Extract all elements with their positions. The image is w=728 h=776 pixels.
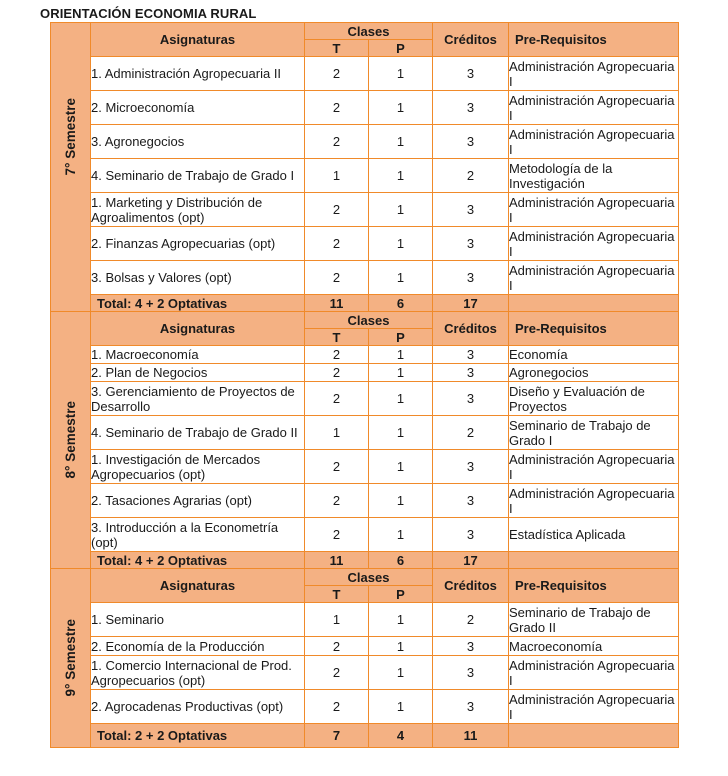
total-empty — [509, 552, 679, 569]
course-t: 2 — [305, 346, 369, 364]
course-credits: 3 — [433, 690, 509, 724]
semester-label-cell — [51, 23, 91, 312]
course-t: 2 — [305, 484, 369, 518]
course-t: 2 — [305, 690, 369, 724]
course-row — [51, 227, 679, 261]
total-t: 11 — [305, 295, 369, 312]
course-name: 1. Administración Agropecuaria II — [91, 57, 305, 91]
course-prerequisite: Administración Agropecuaria I — [509, 656, 679, 690]
total-credits: 11 — [433, 724, 509, 748]
course-p: 1 — [369, 227, 433, 261]
total-credits: 17 — [433, 295, 509, 312]
course-row — [51, 416, 679, 450]
course-credits: 3 — [433, 382, 509, 416]
p-header: P — [369, 329, 433, 346]
total-credits: 17 — [433, 552, 509, 569]
course-prerequisite: Estadística Aplicada — [509, 518, 679, 552]
course-prerequisite: Administración Agropecuaria I — [509, 690, 679, 724]
total-row — [51, 552, 679, 569]
course-row — [51, 518, 679, 552]
course-row — [51, 125, 679, 159]
course-prerequisite: Administración Agropecuaria I — [509, 57, 679, 91]
course-p: 1 — [369, 159, 433, 193]
total-empty — [509, 724, 679, 748]
course-t: 2 — [305, 227, 369, 261]
total-p: 4 — [369, 724, 433, 748]
course-row — [51, 159, 679, 193]
total-row — [51, 295, 679, 312]
course-name: 2. Finanzas Agropecuarias (opt) — [91, 227, 305, 261]
total-label: Total: 4 + 2 Optativas — [91, 552, 305, 569]
asignaturas-header: Asignaturas — [91, 312, 305, 346]
course-credits: 3 — [433, 484, 509, 518]
course-credits: 3 — [433, 637, 509, 656]
course-p: 1 — [369, 484, 433, 518]
course-row — [51, 193, 679, 227]
course-name: 3. Agronegocios — [91, 125, 305, 159]
course-prerequisite: Metodología de la Investigación — [509, 159, 679, 193]
course-p: 1 — [369, 193, 433, 227]
course-name: 2. Microeconomía — [91, 91, 305, 125]
prerequisitos-header: Pre-Requisitos — [509, 23, 679, 57]
course-t: 2 — [305, 193, 369, 227]
total-p: 6 — [369, 295, 433, 312]
course-credits: 3 — [433, 57, 509, 91]
semester-label: 7° Semestre — [63, 98, 78, 176]
course-row — [51, 91, 679, 125]
semester-label-cell — [51, 312, 91, 569]
course-name: 3. Gerenciamiento de Proyectos de Desarrollo — [91, 382, 305, 416]
total-p: 6 — [369, 552, 433, 569]
course-name: 1. Macroeconomía — [91, 346, 305, 364]
course-row — [51, 656, 679, 690]
prerequisitos-header: Pre-Requisitos — [509, 312, 679, 346]
semester-label: 9° Semestre — [63, 619, 78, 697]
p-header: P — [369, 586, 433, 603]
course-row — [51, 690, 679, 724]
total-t: 11 — [305, 552, 369, 569]
course-credits: 3 — [433, 193, 509, 227]
creditos-header: Créditos — [433, 569, 509, 603]
creditos-header: Créditos — [433, 23, 509, 57]
course-credits: 3 — [433, 227, 509, 261]
course-p: 1 — [369, 637, 433, 656]
course-prerequisite: Economía — [509, 346, 679, 364]
course-credits: 3 — [433, 261, 509, 295]
course-name: 1. Marketing y Distribución de Agroalimentos (opt) — [91, 193, 305, 227]
asignaturas-header: Asignaturas — [91, 569, 305, 603]
course-name: 2. Tasaciones Agrarias (opt) — [91, 484, 305, 518]
course-t: 1 — [305, 416, 369, 450]
course-name: 2. Plan de Negocios — [91, 364, 305, 382]
clases-header: Clases — [305, 312, 433, 329]
total-label: Total: 4 + 2 Optativas — [91, 295, 305, 312]
course-prerequisite: Seminario de Trabajo de Grado II — [509, 603, 679, 637]
course-t: 2 — [305, 518, 369, 552]
course-t: 2 — [305, 91, 369, 125]
course-credits: 3 — [433, 91, 509, 125]
course-prerequisite: Administración Agropecuaria I — [509, 193, 679, 227]
course-row — [51, 450, 679, 484]
asignaturas-header: Asignaturas — [91, 23, 305, 57]
course-p: 1 — [369, 603, 433, 637]
course-prerequisite: Administración Agropecuaria I — [509, 227, 679, 261]
course-t: 1 — [305, 159, 369, 193]
prerequisitos-header: Pre-Requisitos — [509, 569, 679, 603]
course-row — [51, 346, 679, 364]
course-t: 2 — [305, 261, 369, 295]
course-name: 3. Bolsas y Valores (opt) — [91, 261, 305, 295]
course-name: 1. Comercio Internacional de Prod. Agropecuarios (opt) — [91, 656, 305, 690]
course-row — [51, 637, 679, 656]
course-credits: 2 — [433, 159, 509, 193]
semester-label-cell — [51, 569, 91, 748]
t-header: T — [305, 586, 369, 603]
clases-header: Clases — [305, 23, 433, 40]
course-t: 2 — [305, 57, 369, 91]
total-row — [51, 724, 679, 748]
course-prerequisite: Administración Agropecuaria I — [509, 484, 679, 518]
semester-label: 8° Semestre — [63, 401, 78, 479]
course-t: 1 — [305, 603, 369, 637]
course-p: 1 — [369, 450, 433, 484]
course-credits: 3 — [433, 346, 509, 364]
document-title: ORIENTACIÓN ECONOMIA RURAL — [40, 6, 257, 21]
course-t: 2 — [305, 450, 369, 484]
course-t: 2 — [305, 637, 369, 656]
course-credits: 3 — [433, 450, 509, 484]
creditos-header: Créditos — [433, 312, 509, 346]
header-row — [51, 23, 679, 40]
total-empty — [509, 295, 679, 312]
course-prerequisite: Seminario de Trabajo de Grado I — [509, 416, 679, 450]
course-name: 3. Introducción a la Econometría (opt) — [91, 518, 305, 552]
course-p: 1 — [369, 690, 433, 724]
course-prerequisite: Administración Agropecuaria I — [509, 450, 679, 484]
course-p: 1 — [369, 125, 433, 159]
course-p: 1 — [369, 57, 433, 91]
course-t: 2 — [305, 656, 369, 690]
course-p: 1 — [369, 382, 433, 416]
course-p: 1 — [369, 346, 433, 364]
course-row — [51, 484, 679, 518]
course-credits: 3 — [433, 656, 509, 690]
total-t: 7 — [305, 724, 369, 748]
course-prerequisite: Administración Agropecuaria I — [509, 125, 679, 159]
course-p: 1 — [369, 91, 433, 125]
course-name: 4. Seminario de Trabajo de Grado II — [91, 416, 305, 450]
course-credits: 2 — [433, 416, 509, 450]
course-row — [51, 603, 679, 637]
course-credits: 3 — [433, 125, 509, 159]
course-row — [51, 261, 679, 295]
course-p: 1 — [369, 416, 433, 450]
course-name: 1. Investigación de Mercados Agropecuarios (opt) — [91, 450, 305, 484]
total-label: Total: 2 + 2 Optativas — [91, 724, 305, 748]
course-p: 1 — [369, 518, 433, 552]
course-t: 2 — [305, 125, 369, 159]
course-p: 1 — [369, 656, 433, 690]
course-name: 1. Seminario — [91, 603, 305, 637]
course-prerequisite: Administración Agropecuaria I — [509, 261, 679, 295]
t-header: T — [305, 329, 369, 346]
t-header: T — [305, 40, 369, 57]
course-t: 2 — [305, 364, 369, 382]
course-row — [51, 382, 679, 416]
header-row — [51, 312, 679, 329]
course-prerequisite: Macroeconomía — [509, 637, 679, 656]
course-credits: 3 — [433, 364, 509, 382]
course-credits: 2 — [433, 603, 509, 637]
course-p: 1 — [369, 261, 433, 295]
course-t: 2 — [305, 382, 369, 416]
course-name: 2. Agrocadenas Productivas (opt) — [91, 690, 305, 724]
course-prerequisite: Diseño y Evaluación de Proyectos — [509, 382, 679, 416]
p-header: P — [369, 40, 433, 57]
course-name: 4. Seminario de Trabajo de Grado I — [91, 159, 305, 193]
course-row — [51, 364, 679, 382]
header-row — [51, 569, 679, 586]
course-prerequisite: Agronegocios — [509, 364, 679, 382]
course-p: 1 — [369, 364, 433, 382]
course-prerequisite: Administración Agropecuaria I — [509, 91, 679, 125]
clases-header: Clases — [305, 569, 433, 586]
course-credits: 3 — [433, 518, 509, 552]
course-name: 2. Economía de la Producción — [91, 637, 305, 656]
course-row — [51, 57, 679, 91]
curriculum-table — [50, 22, 679, 748]
